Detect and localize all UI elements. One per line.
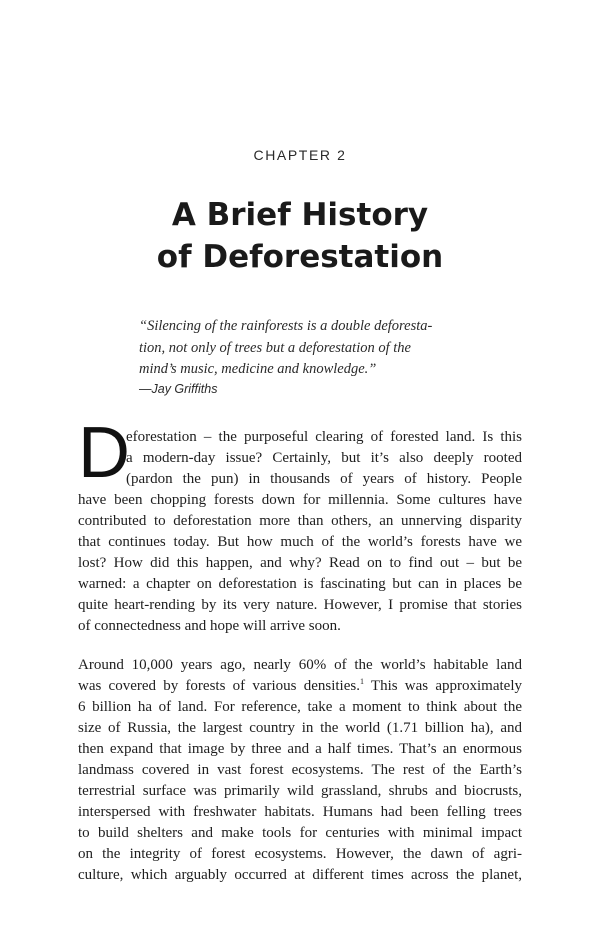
chapter-title (0, 194, 600, 278)
paragraph-line: contributed to deforestation more than others, an unnerving disparity (78, 513, 522, 529)
paragraph-line: eforestation – the purposeful clearing of forested land. Is this (126, 429, 522, 445)
paragraph-line: have been chopping forests down for millennia. Some cultures have (78, 492, 522, 508)
chapter-title-line: A Brief History (171, 197, 429, 233)
paragraph-line: a modern-day issue? Certainly, but it’s also deeply rooted (126, 450, 522, 466)
paragraph-line: size of Russia, the largest country in the world (1.71 billion ha), and (78, 720, 522, 736)
paragraph-line: Around 10,000 years ago, nearly 60% of the world’s habitable land (78, 657, 522, 673)
epigraph-line: mind’s music, medicine and knowledge.” (139, 361, 377, 377)
epigraph-author: —Jay Griffiths (139, 382, 218, 396)
epigraph-quote (139, 316, 469, 381)
paragraph-line: (pardon the pun) in thousands of years of history. People (126, 471, 522, 487)
paragraph-line: 6 billion ha of land. For reference, take a moment to think about the (78, 699, 522, 715)
chapter-label: CHAPTER 2 (253, 147, 347, 163)
paragraph-line-head: was covered by forests of various densities. (78, 678, 360, 694)
paragraph-line: lost? How did this happen, and why? Read on to find out – but be (78, 555, 522, 571)
paragraph-line: that continues today. But how much of the world’s forests have we (78, 534, 522, 550)
paragraph-line-with-footnote (78, 676, 522, 697)
chapter-title-line: of Deforestation (156, 239, 444, 275)
epigraph-line: “Silencing of the rainforests is a double deforesta- (139, 318, 433, 334)
paragraph-line: then expand that image by three and a half times. That’s an enormous (78, 741, 522, 757)
paragraph-line-tail: This was approximately (363, 678, 522, 694)
paragraph-line: terrestrial surface was primarily wild grassland, shrubs and biocrusts, (78, 783, 522, 799)
drop-cap: D (78, 413, 130, 493)
paragraph-line: to build shelters and make tools for centuries with minimal impact (78, 825, 522, 841)
footnote-marker[interactable]: 1 (359, 677, 364, 686)
paragraph-line: quite heart-rending by its very nature. However, I promise that stories (78, 597, 522, 613)
paragraph-line: of connectedness and hope will arrive soon. (78, 618, 341, 634)
paragraph-line: interspersed with freshwater habitats. Humans had been felling trees (78, 804, 522, 820)
paragraph-line: warned: a chapter on deforestation is fascinating but can in places be (78, 576, 522, 592)
paragraph-line: culture, which arguably occurred at different times across the planet, (78, 867, 522, 883)
paragraph-line: landmass covered in vast forest ecosystems. The rest of the Earth’s (78, 762, 522, 778)
epigraph-line: tion, not only of trees but a deforestation of the (139, 339, 411, 356)
paragraph-line: on the integrity of forest ecosystems. However, the dawn of agri- (78, 846, 522, 862)
